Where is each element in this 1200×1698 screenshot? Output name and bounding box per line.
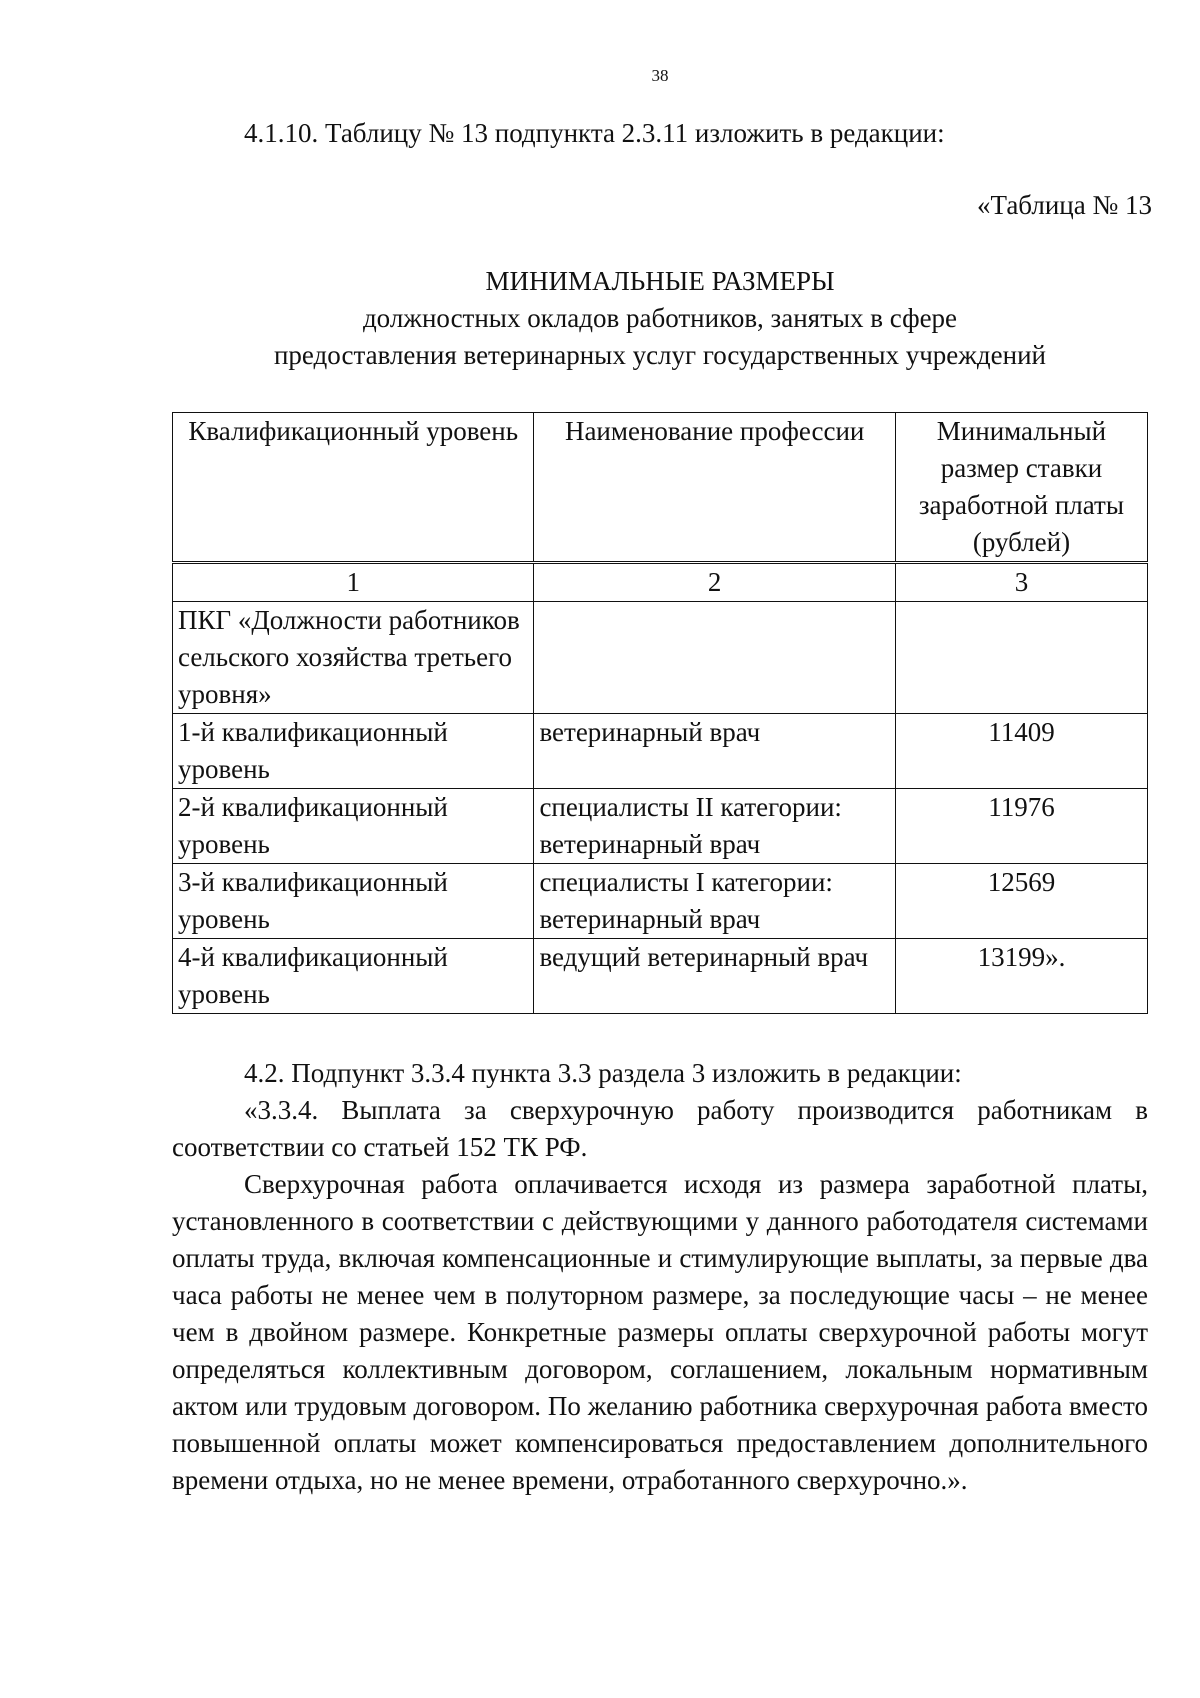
table-row — [173, 864, 1148, 939]
title-line-2: должностных окладов работников, занятых в сфере — [362, 303, 958, 333]
paragraph-3-3-4 — [172, 1092, 1148, 1166]
table-header-row — [173, 413, 1148, 563]
empty-cell — [895, 602, 1147, 714]
level-cell: 4-й квалификационный уровень — [173, 939, 534, 1014]
paragraph-3-3-4-text: «3.3.4. Выплата за сверхурочную работу производится работникам в соответствии со статьей 152 ТК РФ. — [172, 1095, 1148, 1162]
table-label: «Таблица № 13 — [977, 190, 1152, 220]
level-cell: 2-й квалификационный уровень — [173, 789, 534, 864]
group-row — [173, 602, 1148, 714]
header-minimum-salary: Минимальный размер ставки заработной платы (рублей) — [895, 413, 1147, 563]
salary-cell: 11976 — [895, 789, 1147, 864]
table-title — [172, 263, 1148, 374]
title-line-3: предоставления ветеринарных услуг государственных учреждений — [273, 340, 1047, 370]
empty-cell — [534, 602, 895, 714]
header-qualification-level: Квалификационный уровень — [173, 413, 534, 563]
title-main: МИНИМАЛЬНЫЕ РАЗМЕРЫ — [485, 266, 835, 296]
page-number: 38 — [651, 66, 669, 85]
level-cell: 1-й квалификационный уровень — [173, 714, 534, 789]
column-number: 3 — [895, 563, 1147, 602]
paragraph-overtime-text: Сверхурочная работа оплачивается исходя из размера заработной платы, установленного в соответствии с действующими у данного работодателя системами оплаты труда, включая компенсационные и стимулирующие выплаты, за первые два часа работы не менее чем в полуторном размере, за последующие часы – не менее чем в двойном размере. Конкретные размеры оплаты сверхурочной работы могут определяться коллективным договором, соглашением, локальным нормативным актом или трудовым договором. По желанию работника сверхурочная работа вместо повышенной оплаты может компенсироваться предоставлением дополнительного времени отдыха, но не менее времени, отработанного сверхурочно.». — [172, 1169, 1148, 1495]
paragraph-4-2 — [172, 1055, 1148, 1092]
profession-cell: ветеринарный врач — [534, 714, 895, 789]
group-label: ПКГ «Должности работников сельского хозяйства третьего уровня» — [173, 602, 534, 714]
column-number-row — [173, 563, 1148, 602]
paragraph-overtime — [172, 1166, 1148, 1499]
salary-cell: 13199». — [895, 939, 1147, 1014]
profession-cell: специалисты I категории: ветеринарный врач — [534, 864, 895, 939]
intro-paragraph: 4.1.10. Таблицу № 13 подпункта 2.3.11 изложить в редакции: — [244, 118, 945, 148]
salary-table — [172, 412, 1148, 1014]
level-cell: 3-й квалификационный уровень — [173, 864, 534, 939]
paragraph-4-2-text: 4.2. Подпункт 3.3.4 пункта 3.3 раздела 3 изложить в редакции: — [244, 1058, 962, 1088]
column-number: 1 — [173, 563, 534, 602]
column-number: 2 — [534, 563, 895, 602]
table-row — [173, 939, 1148, 1014]
salary-cell: 11409 — [895, 714, 1147, 789]
table-row — [173, 789, 1148, 864]
salary-cell: 12569 — [895, 864, 1147, 939]
profession-cell: ведущий ветеринарный врач — [534, 939, 895, 1014]
profession-cell: специалисты II категории: ветеринарный врач — [534, 789, 895, 864]
table-row — [173, 714, 1148, 789]
header-profession: Наименование профессии — [534, 413, 895, 563]
